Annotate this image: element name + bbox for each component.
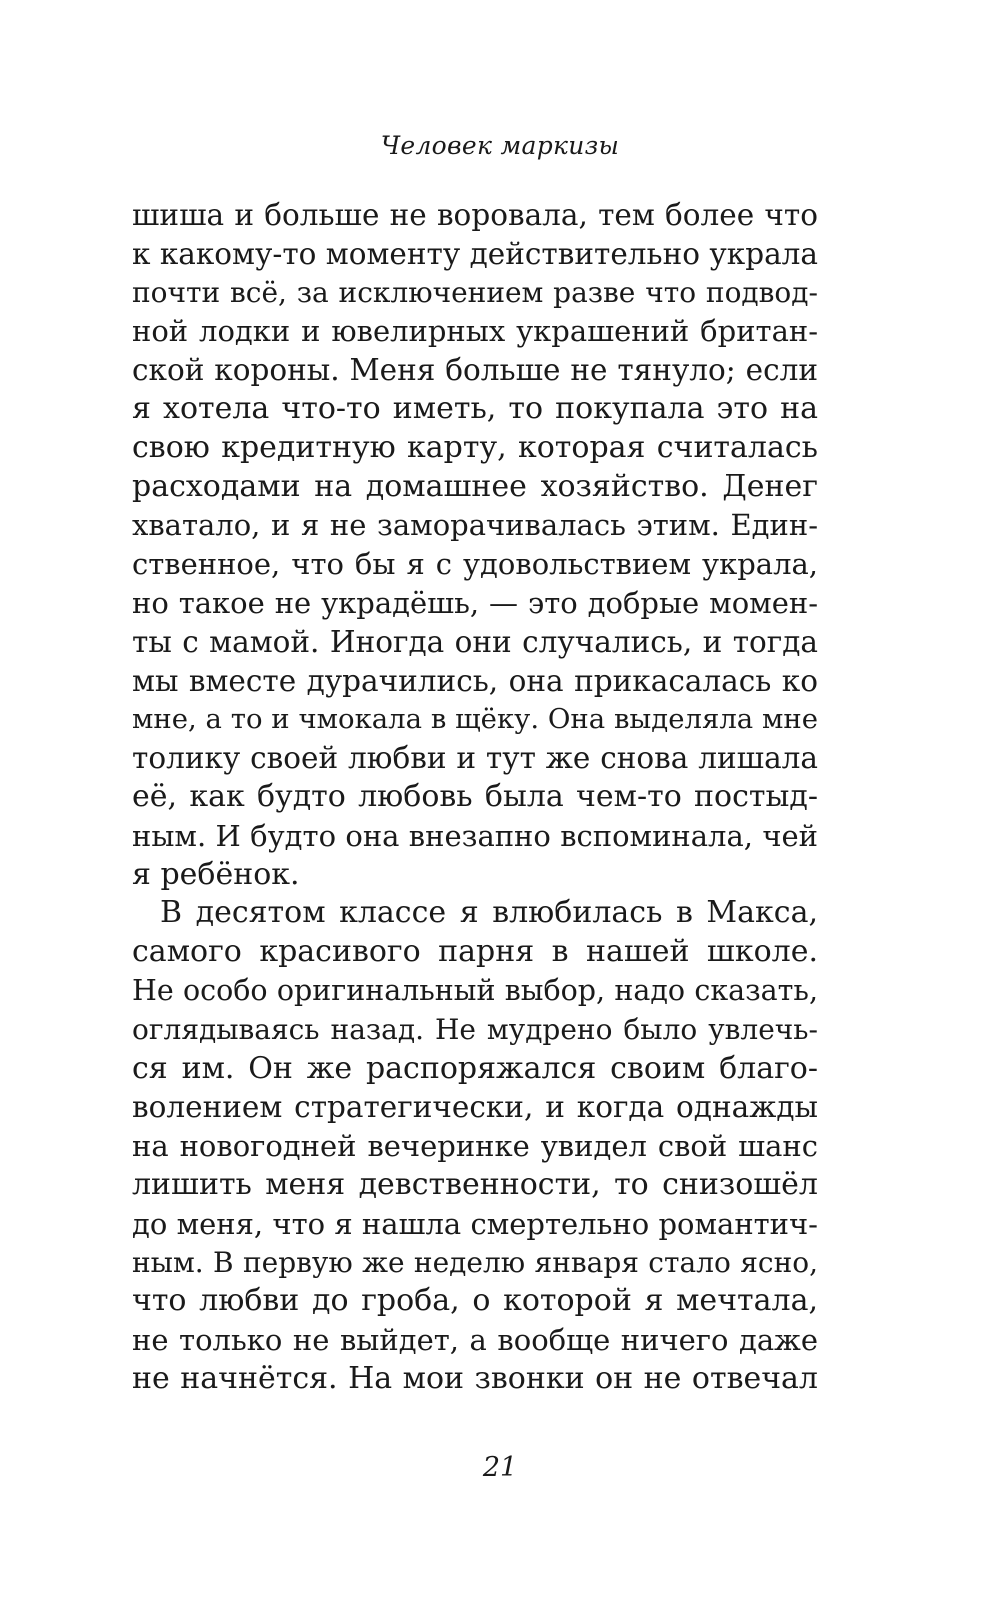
running-title: Человек маркизы (380, 131, 620, 160)
text-line: к какому-то моменту действительно украла (132, 236, 818, 271)
text-line: расходами на домашнее хозяйство. Денег (132, 468, 818, 504)
text-line: ным. И будто она внезапно вспоминала, чей (132, 818, 818, 853)
page-number: 21 (482, 1452, 518, 1483)
text-line: мы вместе дурачились, она прикасалась ко (132, 663, 818, 698)
text-line: на новогодней вечеринке увидел свой шанс (132, 1129, 818, 1164)
text-line: ской короны. Меня больше не тянуло; если (132, 353, 818, 388)
text-line: оглядываясь назад. Не мудрено было увлечь- (132, 1012, 818, 1046)
text-line: ственное, что бы я с удовольствием украла, (132, 547, 818, 582)
text-line: ты с мамой. Иногда они случались, и тогда (132, 624, 818, 659)
body-text (132, 196, 818, 1399)
text-line: я хотела что-то иметь, то покупала это на (132, 390, 818, 426)
text-line: ным. В первую же неделю января стало ясно, (132, 1245, 818, 1279)
text-line: лишить меня девственности, то снизошёл (132, 1166, 818, 1202)
text-line: волением стратегически, и когда однажды (132, 1090, 818, 1125)
text-line: что любви до гроба, о которой я мечтала, (132, 1283, 818, 1319)
text-line: свою кредитную карту, которая считалась (132, 429, 818, 465)
text-line: ся им. Он же распоряжался своим благо- (132, 1050, 818, 1086)
text-line: но такое не украдёшь, — это добрые момен- (132, 585, 818, 620)
text-line: не только не выйдет, а вообще ничего даже (132, 1323, 818, 1358)
text-line: ной лодки и ювелирных украшений британ- (132, 314, 818, 349)
text-line: почти всё, за исключением разве что подвод- (132, 275, 818, 309)
text-line: Не особо оригинальный выбор, надо сказать, (132, 973, 818, 1007)
text-line: не начнётся. На мои звонки он не отвечал (132, 1360, 818, 1396)
text-line: её, как будто любовь была чем-то постыд- (132, 778, 818, 814)
text-line: мне, а то и чмокала в щёку. Она выделяла мне (132, 703, 818, 736)
text-line: толику своей любви и тут же снова лишала (132, 741, 818, 776)
text-line: самого красивого парня в нашей школе. (132, 934, 818, 970)
text-line: я ребёнок. (132, 856, 300, 892)
text-line: хватало, и я не заморачивалась этим. Един- (132, 508, 818, 543)
text-line: шиша и больше не воровала, тем более что (132, 198, 818, 232)
text-line: В десятом классе я влюбилась в Макса, (160, 895, 818, 931)
text-line: до меня, что я нашла смертельно романтич- (132, 1206, 818, 1241)
